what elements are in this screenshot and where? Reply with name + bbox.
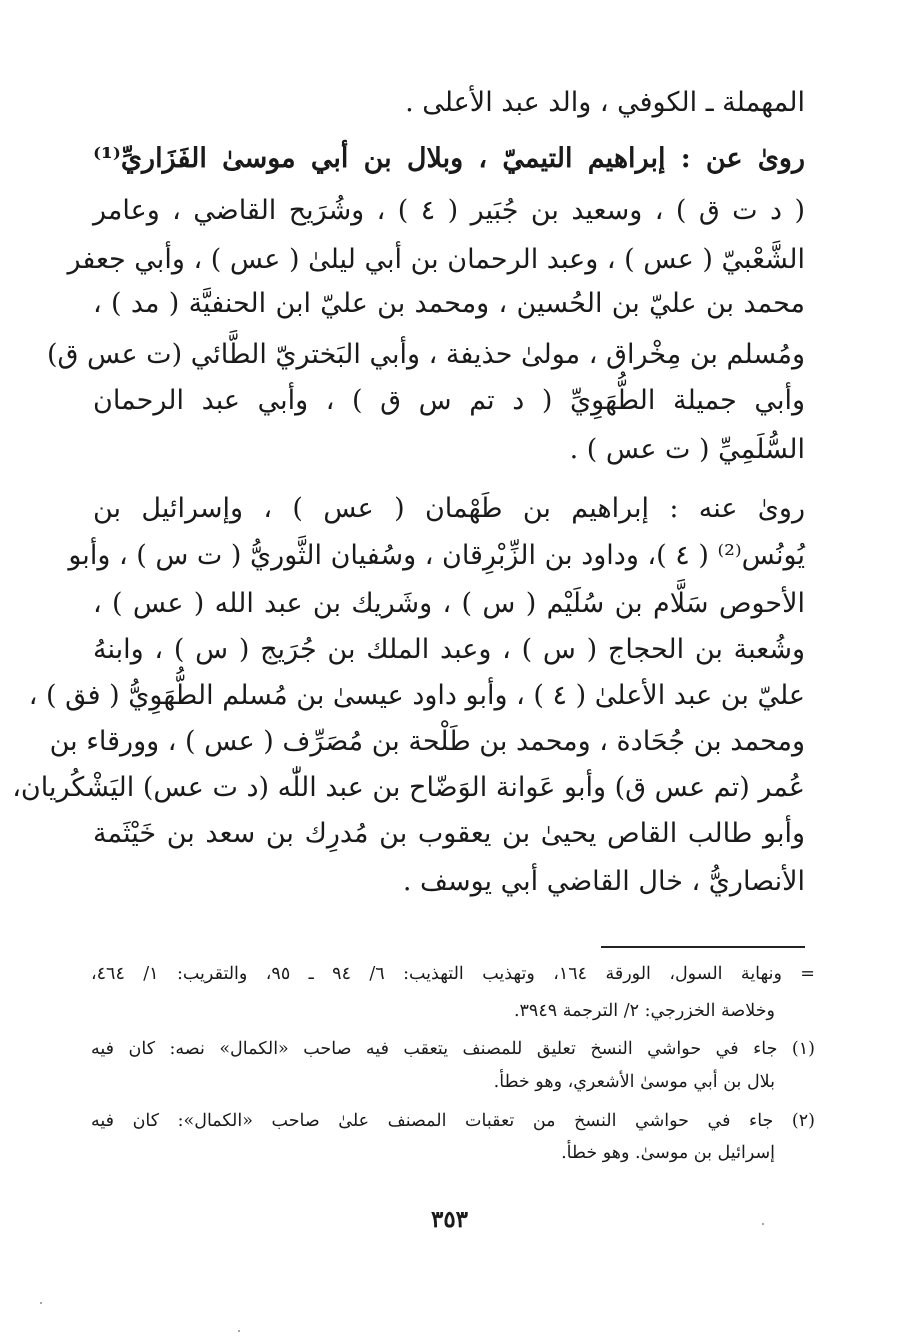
footnote-line-2: وخلاصة الخزرجي: ٢/ الترجمة ٣٩٤٩. bbox=[513, 1001, 775, 1021]
text-line-4: الشَّعْبيّ ( عس ) ، وعبد الرحمان بن أبي ليلىٰ ( عس ) ، وأبي جعفر bbox=[67, 244, 805, 275]
text-line-1: المهملة ـ الكوفي ، والد عبد الأعلى . bbox=[405, 87, 805, 118]
scan-speck bbox=[40, 1302, 42, 1304]
page-number: ٣٥٣ bbox=[430, 1206, 469, 1233]
scan-speck bbox=[762, 1223, 764, 1225]
text-line-16: وأبو طالب القاص يحيىٰ بن يعقوب بن مُدرِك بن سعد بن خَيْثَمة bbox=[93, 818, 805, 849]
text-line-7: وأبي جميلة الطُّهَوِيِّ ( د تم س ق ) ، وأبي عبد الرحمان bbox=[93, 385, 805, 416]
footnote-line-1: = ونهاية السول، الورقة ١٦٤، وتهذيب التهذيب: ٦/ ٩٤ ـ ٩٥، والتقريب: ١/ ٤٦٤، bbox=[91, 964, 815, 984]
text-line-13: عليّ بن عبد الأعلىٰ ( ٤ ) ، وأبو داود عيسىٰ بن مُسلم الطُّهَوِيُّ ( فق ) ، bbox=[28, 680, 805, 711]
footnote-line-6: إسرائيل بن موسىٰ. وهو خطأ. bbox=[561, 1143, 775, 1163]
text-line-11: الأحوص سَلَّام بن سُلَيْم ( س ) ، وشَريك بن عبد الله ( عس ) ، bbox=[93, 588, 805, 619]
text-line-9: روىٰ عنه : إبراهيم بن طَهْمان ( عس ) ، وإسرائيل بن bbox=[93, 493, 805, 524]
footnote-separator bbox=[601, 946, 805, 948]
footnote-line-3: (١) جاء في حواشي النسخ تعليق للمصنف يتعقب فيه صاحب «الكمال» نصه: كان فيه bbox=[91, 1039, 815, 1059]
text-line-5: محمد بن عليّ بن الحُسين ، ومحمد بن عليّ ابن الحنفيَّة ( مد ) ، bbox=[93, 288, 805, 319]
text-line-17: الأنصاريُّ ، خال القاضي أبي يوسف . bbox=[402, 866, 805, 897]
text-line-8: السُّلَمِيِّ ( ت عس ) . bbox=[569, 434, 805, 465]
text-line-14: ومحمد بن جُحَادة ، ومحمد بن طَلْحة بن مُصَرِّف ( عس ) ، وورقاء بن bbox=[49, 726, 805, 757]
footnote-line-4: بلال بن أبي موسىٰ الأشعري، وهو خطأ. bbox=[493, 1072, 775, 1092]
text-line-2: روىٰ عن : إبراهيم التيميّ ، وبلال بن أبي موسىٰ الفَزَاريِّ⁽¹⁾ bbox=[93, 143, 805, 174]
text-line-10: يُونُس⁽²⁾ ( ٤ )، وداود بن الزِّبْرِقان ، وسُفيان الثَّوريُّ ( ت س ) ، وأبو bbox=[68, 540, 805, 571]
text-line-3: ( د ت ق ) ، وسعيد بن جُبَير ( ٤ ) ، وشُرَيح القاضي ، وعامر bbox=[93, 195, 805, 226]
text-line-6: ومُسلم بن مِخْراق ، مولىٰ حذيفة ، وأبي البَختريّ الطَّائي (ت عس ق) bbox=[46, 339, 805, 370]
text-line-15: عُمر (تم عس ق) وأبو عَوانة الوَضّاح بن عبد اللّٰه (د ت عس) اليَشْكُريان، bbox=[12, 772, 805, 803]
footnote-line-5: (٢) جاء في حواشي النسخ من تعقبات المصنف علىٰ صاحب «الكمال»: كان فيه bbox=[91, 1111, 815, 1131]
scan-speck bbox=[238, 1330, 240, 1332]
text-line-12: وشُعبة بن الحجاج ( س ) ، وعبد الملك بن جُرَيج ( س ) ، وابنهُ bbox=[93, 634, 805, 665]
